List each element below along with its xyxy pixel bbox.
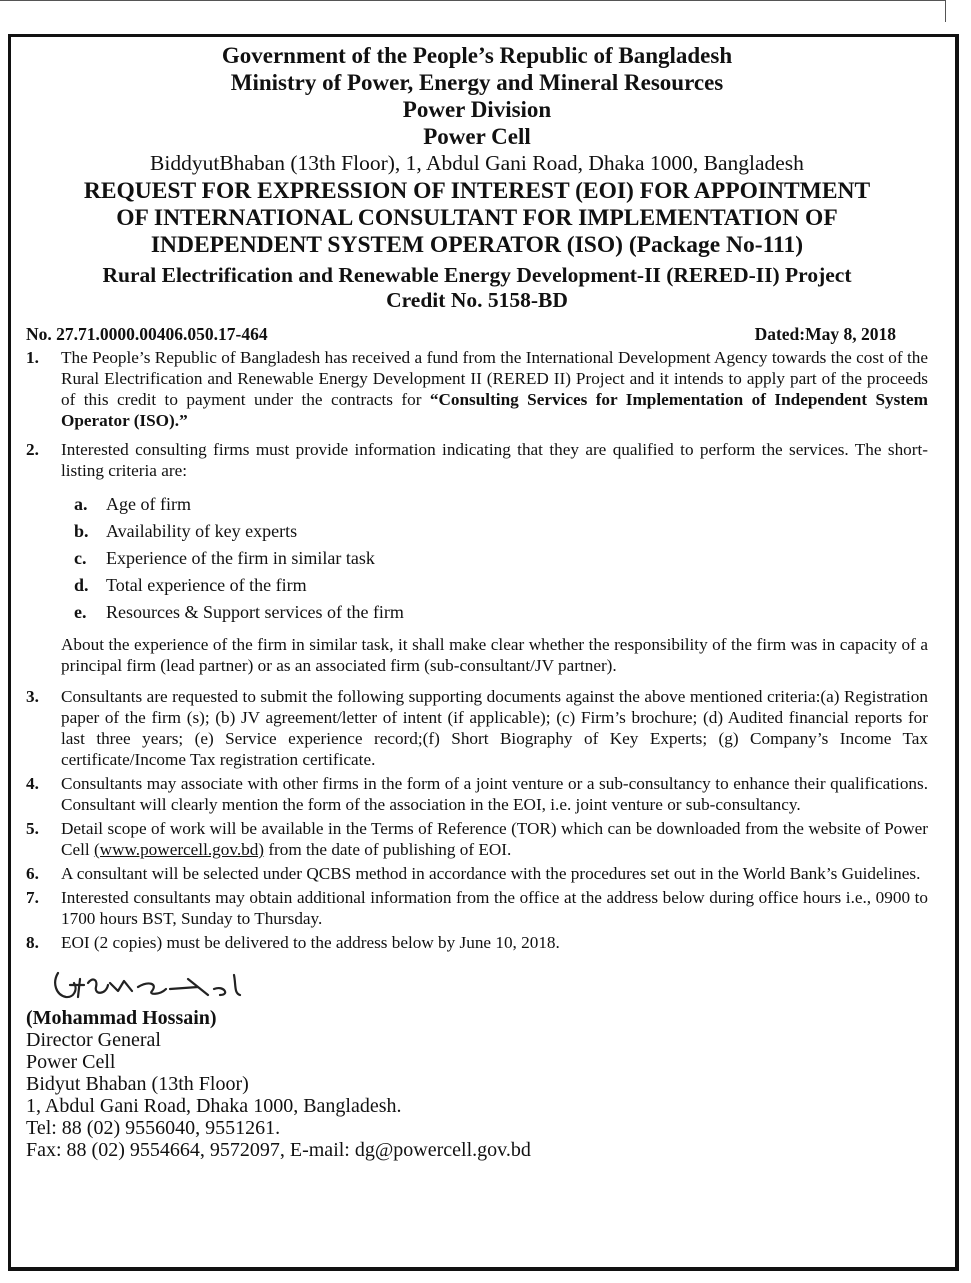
clause-text: Consultants may associate with other firms in the form of a joint venture or a sub-consultancy to enhance their qualifications. Consultant will clearly mention the form of the association in the EOI, i.e. joint venture or sub-consultancy. xyxy=(61,774,928,814)
reference-line xyxy=(26,323,928,345)
signatory-building: Bidyut Bhaban (13th Floor) xyxy=(26,1073,249,1095)
notice-title-line-2: OF INTERNATIONAL CONSULTANT FOR IMPLEMENTATION OF xyxy=(116,205,838,231)
criteria-letter: b. xyxy=(74,521,89,541)
criteria-item xyxy=(74,518,928,545)
clause-7 xyxy=(26,887,928,929)
clause-number: 5. xyxy=(26,819,39,838)
notice-title-line-3: INDEPENDENT SYSTEM OPERATOR (ISO) (Package No-111) xyxy=(150,232,804,258)
clause-6 xyxy=(26,863,928,884)
signatory-telephone: Tel: 88 (02) 9556040, 9551261. xyxy=(26,1117,281,1139)
clause-number: 1. xyxy=(26,348,39,367)
clause-number: 8. xyxy=(26,933,39,952)
signatory-name: (Mohammad Hossain) xyxy=(26,1007,217,1029)
clause-number: 6. xyxy=(26,864,39,883)
header-address: BiddyutBhaban (13th Floor), 1, Abdul Gani Road, Dhaka 1000, Bangladesh xyxy=(150,151,804,175)
clause-3 xyxy=(26,686,928,770)
header-cell: Power Cell xyxy=(423,124,531,149)
criteria-text: Age of firm xyxy=(106,494,191,514)
signature-block xyxy=(26,965,928,1161)
clause-number: 3. xyxy=(26,687,39,706)
project-name: Rural Electrification and Renewable Energy Development-II (RERED-II) Project xyxy=(102,263,852,287)
criteria-letter: c. xyxy=(74,548,87,568)
clause-number: 2. xyxy=(26,440,39,459)
top-rule xyxy=(0,0,946,1)
clause-2 xyxy=(26,439,928,481)
criteria-note: About the experience of the firm in similar task, it shall make clear whether the responsibility of the firm was in capacity of a principal firm (lead partner) or as an associated firm (sub-consultant/JV partner). xyxy=(61,635,928,675)
criteria-letter: e. xyxy=(74,602,87,622)
clause-number: 4. xyxy=(26,774,39,793)
clause-text: The People’s Republic of Bangladesh has received a fund from the International Development Agency towards the cost of the Rural Electrification and Renewable Energy Development II (RERED II) Project and it intends to apply part of the proceeds of this credit to payment under the contracts for xyxy=(61,348,928,409)
criteria-letter: d. xyxy=(74,575,89,595)
notice-title-line-1: REQUEST FOR EXPRESSION OF INTEREST (EOI) FOR APPOINTMENT xyxy=(83,178,871,204)
memo-date: Dated:May 8, 2018 xyxy=(754,324,896,344)
signatory-office: Power Cell xyxy=(26,1051,116,1073)
header-government: Government of the People’s Republic of Bangladesh xyxy=(221,43,733,68)
clause-text: A consultant will be selected under QCBS method in accordance with the procedures set out in the World Bank’s Guidelines. xyxy=(61,864,921,883)
criteria-letter: a. xyxy=(74,494,88,514)
header-ministry: Ministry of Power, Energy and Mineral Resources xyxy=(230,70,724,95)
clause-1 xyxy=(26,347,928,431)
clause-emphasis: “Consulting Services for Implementation of Independent System Operator (ISO).” xyxy=(61,390,928,430)
criteria-item xyxy=(74,572,928,599)
clause-5 xyxy=(26,818,928,860)
clause-text: EOI (2 copies) must be delivered to the address below by June 10, 2018. xyxy=(61,933,560,952)
clause-8 xyxy=(26,932,928,953)
criteria-text: Availability of key experts xyxy=(106,521,298,541)
website-link[interactable]: (www.powercell.gov.bd) xyxy=(93,840,265,859)
criteria-text: Total experience of the firm xyxy=(106,575,307,595)
notice-title xyxy=(26,178,928,259)
signatory-title: Director General xyxy=(26,1029,161,1051)
signatory-fax-email: Fax: 88 (02) 9554664, 9572097, E-mail: dg@powercell.gov.bd xyxy=(26,1139,531,1161)
top-rule-tick xyxy=(945,0,946,22)
criteria-item xyxy=(74,599,928,626)
signatory-address: 1, Abdul Gani Road, Dhaka 1000, Bangladesh. xyxy=(26,1095,402,1117)
criteria-text: Resources & Support services of the firm xyxy=(106,602,404,622)
clause-text: Detail scope of work will be available in the Terms of Reference (TOR) which can be downloaded from the website of Power Cell xyxy=(61,819,928,859)
clause-4 xyxy=(26,773,928,815)
clause-text: Consultants are requested to submit the following supporting documents against the above mentioned criteria:(a) Registration paper of the firm (s); (b) JV agreement/letter of intent (if applicable); (c) Firm’s brochure; (d) Audited financial reports for last three years; (e) Service experience record;(f) Short Biography of Key Experts; (g) Company’s Income Tax certificate/Income Tax registration certificate. xyxy=(61,687,928,769)
header-division: Power Division xyxy=(402,97,552,122)
eoi-notice xyxy=(26,42,928,1161)
clause-number: 7. xyxy=(26,888,39,907)
criteria-item xyxy=(74,491,928,518)
clause-text-tail: from the date of publishing of EOI. xyxy=(264,840,512,859)
criteria-text: Experience of the firm in similar task xyxy=(106,548,375,568)
clause-text: Interested consulting firms must provide information indicating that they are qualified to perform the services. The short-listing criteria are: xyxy=(61,440,928,480)
handwritten-signature xyxy=(48,965,278,1007)
credit-number: Credit No. 5158-BD xyxy=(386,288,568,312)
criteria-item xyxy=(74,545,928,572)
clause-text: Interested consultants may obtain additional information from the office at the address below during office hours i.e., 0900 to 1700 hours BST, Sunday to Thursday. xyxy=(61,888,928,928)
shortlisting-criteria xyxy=(26,491,928,626)
memo-number: No. 27.71.0000.00406.050.17-464 xyxy=(26,324,268,344)
